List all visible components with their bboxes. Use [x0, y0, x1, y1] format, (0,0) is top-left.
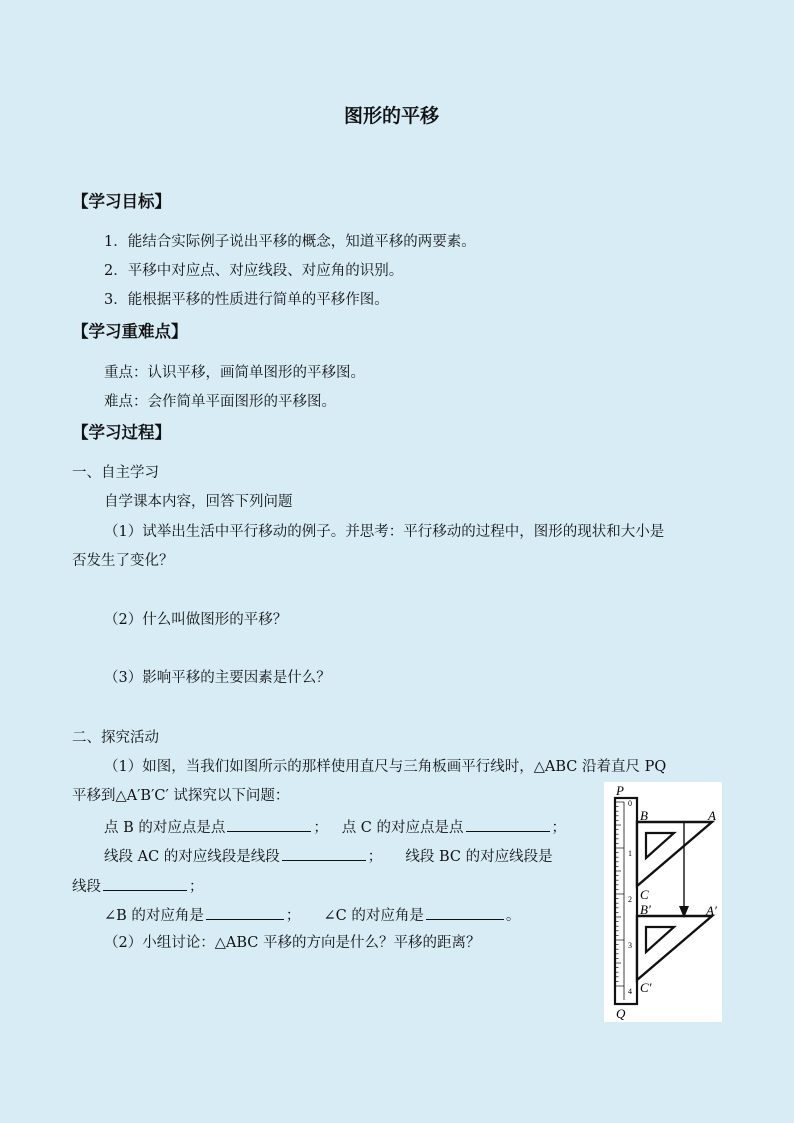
segment-ac-prompt: 线段 AC 的对应线段是线段 [104, 849, 280, 865]
part2-title: 二、探究活动 [72, 730, 159, 746]
angle-b-prompt: ∠B 的对应角是 [104, 908, 204, 924]
activity-1-line1: （1）如图，当我们如图所示的那样使用直尺与三角板画平行线时，△ABC 沿着直尺 PQ [104, 759, 667, 775]
question-1-line1: （1）试举出生活中平行移动的例子。并思考：平行移动的过程中，图形的现状和大小是 [104, 524, 665, 540]
point-b-prompt: 点 B 的对应点是点 [104, 820, 226, 836]
difficulty-text: 难点：会作简单平面图形的平移图。 [104, 394, 336, 410]
part1-title: 一、自主学习 [72, 465, 159, 481]
label-a: A [708, 808, 716, 823]
separator: ； [189, 879, 204, 895]
label-p: P [616, 783, 624, 798]
ruler-mark-3: 3 [628, 941, 632, 950]
fill-row-segment-bc [72, 876, 204, 896]
objective-item: 3．能根据平移的性质进行简单的平移作图。 [104, 292, 389, 308]
label-c-prime: C′ [640, 980, 652, 995]
answer-blank-angle-b[interactable] [206, 905, 284, 920]
answer-blank-angle-c[interactable] [426, 905, 504, 920]
period: 。 [505, 908, 521, 924]
objectives-heading: 【学习目标】 [72, 192, 171, 211]
objective-item: 1．能结合实际例子说出平移的概念，知道平移的两要素。 [104, 234, 476, 250]
separator: ； [285, 908, 301, 924]
objective-item: 2．平移中对应点、对应线段、对应角的识别。 [104, 263, 404, 279]
label-a-prime: A′ [706, 903, 717, 918]
ruler-mark-4: 4 [628, 987, 632, 996]
answer-blank-point-c[interactable] [466, 817, 550, 832]
label-b-prime: B′ [640, 902, 651, 917]
point-c-prompt: 点 C 的对应点是点 [341, 820, 464, 836]
process-heading: 【学习过程】 [72, 423, 171, 442]
fill-row-points [104, 817, 566, 837]
ruler-pq [615, 798, 637, 1004]
segment-bc-prompt: 线段 BC 的对应线段是 [405, 849, 553, 865]
ruler-mark-2: 2 [628, 895, 632, 904]
separator: ； [367, 849, 383, 865]
translation-figure [604, 782, 722, 1022]
answer-blank-segment-bc[interactable] [103, 876, 187, 891]
ruler-mark-1: 1 [628, 849, 632, 858]
label-b: B [640, 808, 648, 823]
key-point-text: 重点：认识平移，画简单图形的平移图。 [104, 365, 365, 381]
answer-blank-segment-ac[interactable] [282, 846, 366, 861]
activity-2: （2）小组讨论：△ABC 平移的方向是什么？平移的距离？ [104, 935, 481, 951]
angle-c-prompt: ∠C 的对应角是 [323, 908, 424, 924]
label-q: Q [616, 1006, 626, 1021]
answer-blank-point-b[interactable] [227, 817, 311, 832]
page-title: 图形的平移 [344, 105, 440, 127]
question-3: （3）影响平移的主要因素是什么？ [104, 670, 331, 686]
question-2: （2）什么叫做图形的平移？ [104, 612, 288, 628]
segment-bc-prompt-2: 线段 [72, 879, 101, 895]
activity-1-line2: 平移到△A′B′C′ 试探究以下问题： [72, 788, 290, 804]
part1-intro: 自学课本内容，回答下列问题 [104, 494, 293, 510]
fill-row-angles [104, 905, 520, 925]
question-1-line2: 否发生了变化？ [72, 553, 174, 569]
ruler-mark-0: 0 [628, 799, 632, 808]
label-c: C [640, 887, 649, 902]
separator: ； [551, 820, 567, 836]
key-points-heading: 【学习重难点】 [72, 322, 188, 341]
separator: ； [313, 820, 328, 836]
fill-row-segments [104, 846, 553, 866]
